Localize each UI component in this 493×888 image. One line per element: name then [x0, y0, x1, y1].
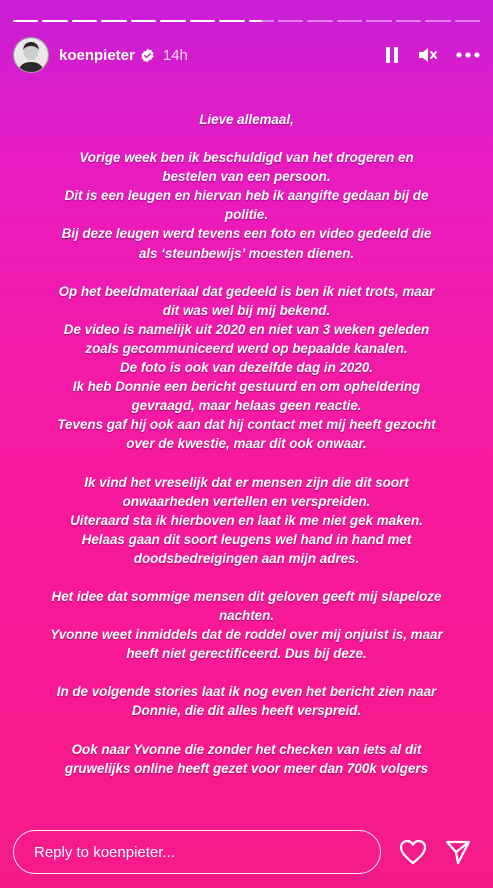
story-line: gruwelijks online heeft gezet voor meer dan 700k volgers: [64, 760, 429, 776]
progress-segment: [396, 20, 421, 22]
progress-segment: [425, 20, 450, 22]
verified-badge-icon: [140, 48, 155, 63]
progress-segment: [190, 20, 215, 22]
progress-segment: [72, 20, 97, 22]
share-button[interactable]: [445, 839, 471, 865]
story-paragraph: [20, 587, 473, 663]
story-line: Lieve allemaal,: [199, 112, 294, 127]
muted-speaker-icon: [418, 46, 438, 64]
progress-segment: [455, 20, 480, 22]
story-line: De foto is ook van dezelfde dag in 2020.: [120, 360, 373, 376]
progress-segment: [307, 20, 332, 22]
progress-segment: [337, 20, 362, 22]
progress-segment: [219, 20, 244, 22]
story-line: heeft niet gerectificeerd. Dus bij deze.: [126, 646, 367, 662]
story-line: als ‘steunbewijs’ moesten dienen.: [138, 245, 355, 261]
story-line: bestelen van een persoon.: [162, 169, 331, 185]
progress-segment: [366, 20, 391, 22]
story-line: Uiteraard sta ik hierboven en laat ik me niet gek maken.: [70, 512, 423, 528]
post-time: 14h: [162, 46, 188, 64]
story-paragraph: [20, 682, 473, 720]
story-paragraph: [20, 473, 473, 568]
story-line: Bij deze leugen werd tevens een foto en video gedeeld die: [61, 226, 432, 242]
story-line: Het idee dat sommige mensen dit geloven geeft mij slapeloze: [51, 588, 442, 604]
story-line: nachten.: [218, 608, 275, 624]
story-line: Donnie, die dit alles heeft verspreid.: [131, 703, 362, 719]
progress-segment: [278, 20, 303, 22]
progress-segment: [42, 20, 67, 22]
progress-segment: [249, 20, 274, 22]
story-line: Helaas gaan dit soort leugens wel hand in hand met: [81, 531, 412, 547]
story-paragraph: [20, 740, 473, 778]
progress-segment: [160, 20, 185, 22]
story-line: gevraagd, maar helaas geen reactie.: [131, 398, 362, 414]
story-line: Ik heb Donnie een bericht gestuurd en om opheldering: [72, 379, 421, 395]
pause-button[interactable]: [384, 46, 400, 64]
story-paragraph: [20, 110, 473, 129]
progress-segment: [13, 20, 38, 22]
story-text: [20, 110, 473, 797]
heart-icon: [399, 839, 427, 865]
story-line: politie.: [224, 207, 269, 223]
pause-icon: [384, 46, 400, 64]
story-line: Yvonne weet inmiddels dat de roddel over mij onjuist is, maar: [50, 627, 443, 643]
more-dots-icon: [456, 52, 480, 58]
story-line: over de kwestie, maar dit ook onwaar.: [126, 436, 367, 452]
story-line: Vorige week ben ik beschuldigd van het drogeren en: [79, 150, 414, 166]
story-line: dit was wel bij mij bekend.: [162, 302, 331, 318]
progress-segment: [131, 20, 156, 22]
story-line: De video is namelijk uit 2020 en niet van 3 weken geleden: [63, 321, 430, 337]
story-header: [13, 36, 480, 74]
story-line: Ik vind het vreselijk dat er mensen zijn die dit soort: [84, 474, 409, 490]
story-progress-bar: [13, 20, 480, 22]
avatar[interactable]: [13, 37, 49, 73]
send-icon: [445, 839, 471, 865]
story-footer: [13, 829, 480, 875]
story-line: doodsbedreigingen aan mijn adres.: [133, 550, 360, 566]
story-paragraph: [20, 282, 473, 454]
story-line: Dit is een leugen en hiervan heb ik aangifte gedaan bij de: [64, 188, 429, 204]
story-line: Ook naar Yvonne die zonder het checken van iets al dit: [71, 741, 422, 757]
story-line: Tevens gaf hij ook aan dat hij contact met mij heeft gezocht: [57, 417, 436, 433]
username[interactable]: koenpieter: [59, 46, 135, 64]
story-line: onwaarheden vertellen en verspreiden.: [122, 493, 371, 509]
like-button[interactable]: [399, 839, 427, 865]
reply-input[interactable]: [13, 830, 381, 874]
story-line: Op het beeldmateriaal dat gedeeld is ben ik niet trots, maar: [58, 283, 435, 299]
story-line: In de volgende stories laat ik nog even het bericht zien naar: [56, 684, 437, 700]
story-paragraph: [20, 148, 473, 263]
more-options-button[interactable]: [456, 52, 480, 58]
mute-button[interactable]: [418, 46, 438, 64]
progress-segment: [101, 20, 126, 22]
profile-photo-icon: [14, 38, 48, 72]
story-line: zoals gecommuniceerd werd op bepaalde kanalen.: [85, 340, 408, 356]
